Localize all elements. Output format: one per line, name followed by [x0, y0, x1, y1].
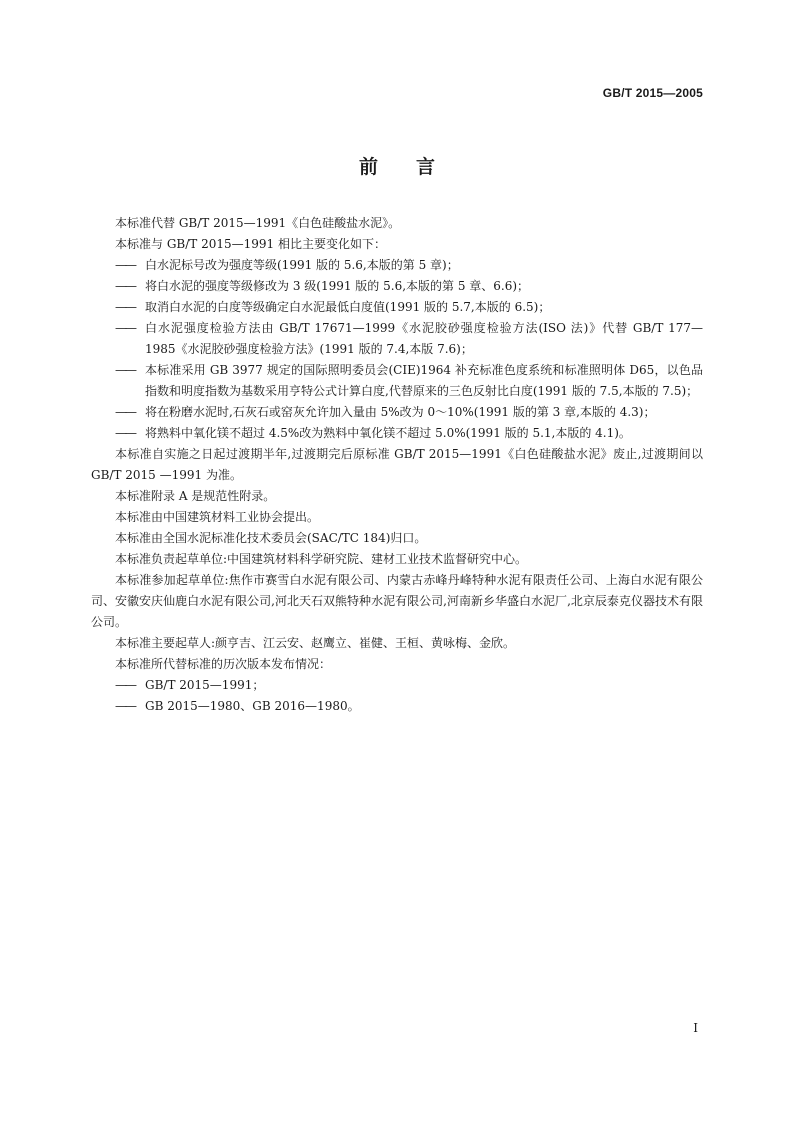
change-item — [91, 276, 703, 297]
page-number: I — [693, 1021, 698, 1035]
paragraph-transition: 本标准自实施之日起过渡期半年,过渡期完后原标准 GB/T 2015—1991《白色硅酸盐水泥》废止,过渡期间以 GB/T 2015 —1991 为准。 — [91, 447, 703, 482]
dash-mark: —— — [115, 321, 135, 335]
change-item — [91, 318, 703, 360]
change-item — [91, 423, 703, 444]
dash-mark: —— — [115, 405, 135, 419]
change-item — [91, 255, 703, 276]
foreword-body — [91, 213, 703, 717]
paragraph-drafters: 本标准主要起草人:颜亨吉、江云安、赵鹰立、崔健、王桓、黄咏梅、金欣。 — [115, 636, 516, 650]
change-item-text: 白水泥标号改为强度等级(1991 版的 5.6,本版的第 5 章)； — [145, 258, 459, 272]
change-item-text: 将熟料中氧化镁不超过 4.5%改为熟料中氧化镁不超过 5.0%(1991 版的 5.1,本版的 4.1)。 — [145, 426, 631, 440]
paragraph-proposed-by: 本标准由中国建筑材料工业协会提出。 — [115, 510, 320, 524]
dash-mark: —— — [115, 426, 135, 440]
dash-mark: —— — [115, 363, 135, 377]
dash-mark: —— — [115, 678, 135, 692]
dash-mark: —— — [115, 300, 135, 314]
standard-code: GB/T 2015—2005 — [602, 86, 703, 100]
dash-mark: —— — [115, 279, 135, 293]
paragraph-participating-units: 本标准参加起草单位:焦作市赛雪白水泥有限公司、内蒙古赤峰丹峰特种水泥有限责任公司、上海白水泥有限公司、安徽安庆仙鹿白水泥有限公司,河北天石双熊特种水泥有限公司,河南新乡华盛白水泥厂,北京辰泰克仪器技术有限公司。 — [91, 573, 703, 629]
change-item — [91, 360, 703, 402]
paragraph-history-intro: 本标准所代替标准的历次版本发布情况： — [115, 657, 332, 671]
paragraph-drafting-unit: 本标准负责起草单位:中国建筑材料科学研究院、建材工业技术监督研究中心。 — [115, 552, 528, 566]
change-item-text: 本标准采用 GB 3977 规定的国际照明委员会(CIE)1964 补充标准色度系统和标准照明体 D65，以色品指数和明度指数为基数采用亨特公式计算白度,代替原来的三色反射比白度(1991 版的 7.5,本版的 7.5)； — [145, 363, 703, 398]
change-item — [91, 402, 703, 423]
change-item-text: 取消白水泥的白度等级确定白水泥最低白度值(1991 版的 5.7,本版的 6.5)； — [145, 300, 551, 314]
paragraph-replaces: 本标准代替 GB/T 2015—1991《白色硅酸盐水泥》。 — [115, 216, 401, 230]
change-item-text: 白水泥强度检验方法由 GB/T 17671—1999《水泥胶砂强度检验方法(ISO 法)》代替 GB/T 177—1985《水泥胶砂强度检验方法》(1991 版的 7.4,本版 7.6)； — [145, 321, 703, 356]
history-item — [91, 675, 703, 696]
change-item-text: 将在粉磨水泥时,石灰石或窑灰允许加入量由 5%改为 0～10%(1991 版的第 3 章,本版的 4.3)； — [145, 405, 656, 419]
dash-mark: —— — [115, 699, 135, 713]
change-item-text: 将白水泥的强度等级修改为 3 级(1991 版的 5.6,本版的第 5 章、6.6)； — [145, 279, 530, 293]
page-title: 前言 — [358, 156, 473, 178]
dash-mark: —— — [115, 258, 135, 272]
history-item — [91, 696, 703, 717]
paragraph-annex: 本标准附录 A 是规范性附录。 — [115, 489, 276, 503]
history-item-text: GB 2015—1980、GB 2016—1980。 — [145, 699, 360, 713]
change-item — [91, 297, 703, 318]
paragraph-changes-intro: 本标准与 GB/T 2015—1991 相比主要变化如下： — [115, 237, 386, 251]
paragraph-technical-committee: 本标准由全国水泥标准化技术委员会(SAC/TC 184)归口。 — [115, 531, 427, 545]
history-item-text: GB/T 2015—1991； — [145, 678, 265, 692]
